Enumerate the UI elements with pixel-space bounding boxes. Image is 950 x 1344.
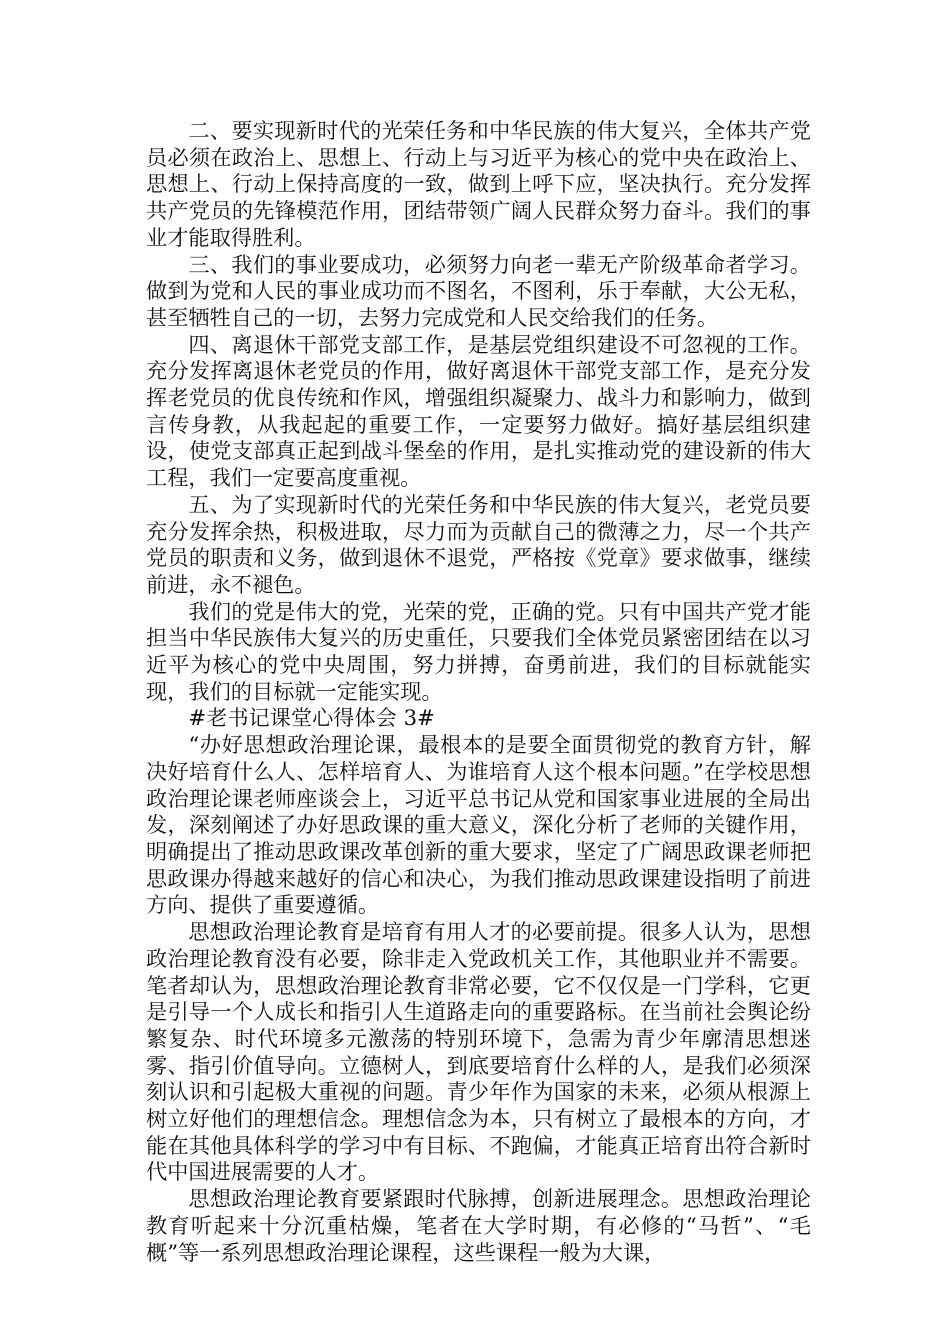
paragraph-point-four: 四、离退休干部党支部工作，是基层党组织建设不可忽视的工作。充分发挥离退休老党员的作用，做好离退休干部党支部工作，是充分发挥老党员的优良传统和作风，增强组织凝聚力、战斗力和影响力，做到言传身教，从我起起的重要工作，一定要努力做好。搞好基层组织建设，使党支部真正起到战斗堡垒的作用，是扎实推动党的建设新的伟大工程，我们一定要高度重视。 (146, 331, 811, 491)
paragraph-conclusion: 我们的党是伟大的党，光荣的党，正确的党。只有中国共产党才能担当中华民族伟大复兴的历史重任，只要我们全体党员紧密团结在以习近平为核心的党中央周围，努力拼搏，奋勇前进，我们的目标就能实现，我们的目标就一定能实现。 (146, 598, 811, 704)
document-page (146, 118, 811, 1266)
paragraph-point-three: 三、我们的事业要成功，必须努力向老一辈无产阶级革命者学习。做到为党和人民的事业成功而不图名，不图利，乐于奉献，大公无私，甚至牺牲自己的一切，去努力完成党和人民交给我们的任务。 (146, 251, 811, 330)
paragraph-education-premise: 思想政治理论教育是培育有用人才的必要前提。很多人认为，思想政治理论教育没有必要，除非走入党政机关工作，其他职业并不需要。笔者却认为，思想政治理论教育非常必要，它不仅仅是一门学科，它更是引导一个人成长和指引人生道路走向的重要路标。在当前社会舆论纷繁复杂、时代环境多元激荡的特别环境下，急需为青少年廓清思想迷雾、指引价值导向。立德树人，到底要培育什么样的人，是我们必须深刻认识和引起极大重视的问题。青少年作为国家的未来，必须从根源上树立好他们的理想信念。理想信念为本，只有树立了最根本的方向，才能在其他具体科学的学习中有目标、不跑偏，才能真正培育出符合新时代中国进展需要的人才。 (146, 919, 811, 1185)
paragraph-quote: “办好思想政治理论课，最根本的是要全面贯彻党的教育方针，解决好培育什么人、怎样培育人、为谁培育人这个根本问题。”在学校思想政治理论课老师座谈会上，习近平总书记从党和国家事业进展的全局出发，深刻阐述了办好思政课的重大意义，深化分析了老师的关键作用，明确提出了推动思政课改革创新的重大要求，坚定了广阔思政课老师把思政课办得越来越好的信心和决心，为我们推动思政课建设指明了前进方向、提供了重要遵循。 (146, 732, 811, 918)
paragraph-point-five: 五、为了实现新时代的光荣任务和中华民族的伟大复兴，老党员要充分发挥余热，积极进取，尽力而为贡献自己的微薄之力，尽一个共产党员的职责和义务，做到退休不退党，严格按《党章》要求做事，继续前进，永不褪色。 (146, 491, 811, 597)
paragraph-education-innovation: 思想政治理论教育要紧跟时代脉搏，创新进展理念。思想政治理论教育听起来十分沉重枯燥，笔者在大学时期，有必修的“马哲”、“毛概”等一系列思想政治理论课程，这些课程一般为大课， (146, 1186, 811, 1265)
paragraph-point-two: 二、要实现新时代的光荣任务和中华民族的伟大复兴，全体共产党员必须在政治上、思想上、行动上与习近平为核心的党中央在政治上、思想上、行动上保持高度的一致，做到上呼下应，坚决执行。充分发挥共产党员的先锋模范作用，团结带领广阔人民群众努力奋斗。我们的事业才能取得胜利。 (146, 118, 811, 250)
section-heading: #老书记课堂心得体会 3# (188, 705, 435, 731)
